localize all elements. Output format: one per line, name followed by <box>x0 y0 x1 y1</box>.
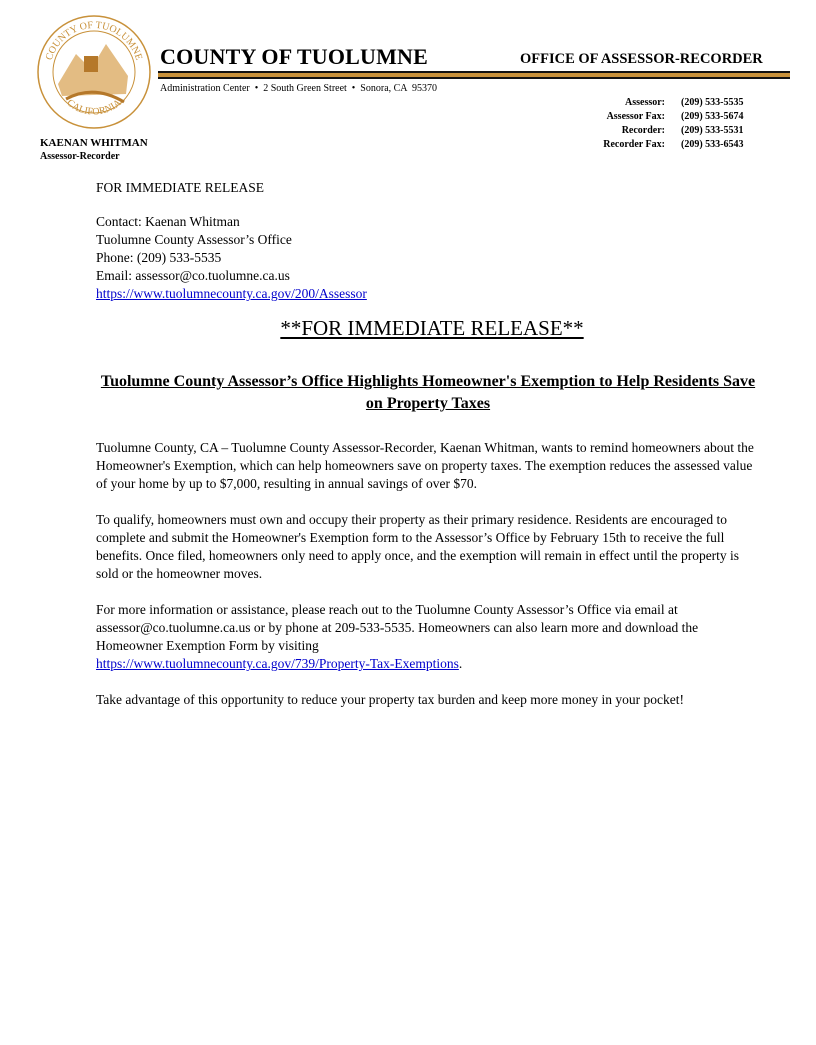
phone-label: Recorder: <box>621 124 665 136</box>
paragraph: To qualify, homeowners must own and occupy their property as their primary residence. Residents are encouraged to complete and submit the Homeowner's Exemption form to the Assessor’s Office by February 15th to receive the full benefits. Once filed, homeowners only need to apply once, and the exemption will remain in effect until the property is sold or the homeowner moves. <box>96 512 740 581</box>
phone-value: (209) 533-5535 <box>681 96 744 108</box>
release-banner: **FOR IMMEDIATE RELEASE** <box>280 316 584 340</box>
svg-text:CALIFORNIA: CALIFORNIA <box>64 97 124 118</box>
phone-value: (209) 533-5674 <box>681 110 744 122</box>
svg-text:COUNTY OF TUOLUMNE: COUNTY OF TUOLUMNE <box>43 19 145 62</box>
paragraph: Take advantage of this opportunity to reduce your property tax burden and keep more money in your pocket! <box>96 692 684 707</box>
county-name: COUNTY OF TUOLUMNE <box>160 44 429 69</box>
official-name: KAENAN WHITMAN <box>40 137 148 149</box>
contact-email: Email: assessor@co.tuolumne.ca.us <box>96 268 290 283</box>
headline: Tuolumne County Assessor’s Office Highlights Homeowner's Exemption to Help Residents Save on Property Taxes <box>100 373 756 412</box>
paragraph: For more information or assistance, please reach out to the Tuolumne County Assessor’s Office via email at assessor@co.tuolumne.ca.us or by phone at 209-533-5535. Homeowners can also learn more and download the Homeowner Exemption Form by visiting <box>96 602 699 653</box>
phone-label: Recorder Fax: <box>603 138 665 150</box>
phone-value: (209) 533-6543 <box>681 138 744 150</box>
contact-block <box>96 179 760 303</box>
contact-name: Contact: Kaenan Whitman <box>96 214 240 229</box>
paragraph: Tuolumne County, CA – Tuolumne County Assessor-Recorder, Kaenan Whitman, wants to remind homeowners about the Homeowner's Exemption, which can help homeowners save on property taxes. The exemption reduces the assessed value of your home by up to $7,000, resulting in annual savings of over $70. <box>96 440 754 491</box>
phone-label: Assessor Fax: <box>606 110 665 122</box>
release-line: FOR IMMEDIATE RELEASE <box>96 180 264 195</box>
contact-phone: Phone: (209) 533-5535 <box>96 250 222 265</box>
letterhead-rule <box>158 71 790 79</box>
phone-value: (209) 533-5531 <box>681 124 744 136</box>
official-title: Assessor-Recorder <box>40 151 120 162</box>
phone-label: Assessor: <box>625 96 665 108</box>
contact-org: Tuolumne County Assessor’s Office <box>96 232 292 247</box>
assessor-link[interactable]: https://www.tuolumnecounty.ca.gov/200/Assessor <box>96 286 367 301</box>
body-text: Tuolumne County, CA – Tuolumne County Assessor-Recorder, Kaenan Whitman, wants to remind homeowners about the Homeowner's Exemption, which can help homeowners save on property taxes. The exemption reduces the assessed value of your home by up to $7,000, resulting in annual savings of over $70. To qualify, homeowners must own and occupy their property as their primary residence. Residents are encouraged to complete and submit the Homeowner's Exemption form to the Assessor’s Office by February 15th to receive the full benefits. Once filed, homeowners only need to apply once, and the exemption will remain in effect until the property is sold or the homeowner moves. For more information or assistance, please reach out to the Tuolumne County Assessor’s Office via email at assessor@co.tuolumne.ca.us or by phone at 209-533-5535. Homeowners can also learn more and download the Homeowner Exemption Form by visiting https://www.tuolumnecounty.ca.gov/739/Property-Tax-Exemptions. Take advantage of this opportunity to reduce your property tax burden and keep more money in your pocket! <box>96 439 760 709</box>
county-seal-logo <box>36 14 152 130</box>
address: Administration Center • 2 South Green Street • Sonora, CA 95370 <box>160 83 437 94</box>
phone-list <box>570 95 744 151</box>
exemption-link[interactable]: https://www.tuolumnecounty.ca.gov/739/Property-Tax-Exemptions <box>96 656 459 671</box>
office-name: OFFICE OF ASSESSOR-RECORDER <box>520 51 763 67</box>
